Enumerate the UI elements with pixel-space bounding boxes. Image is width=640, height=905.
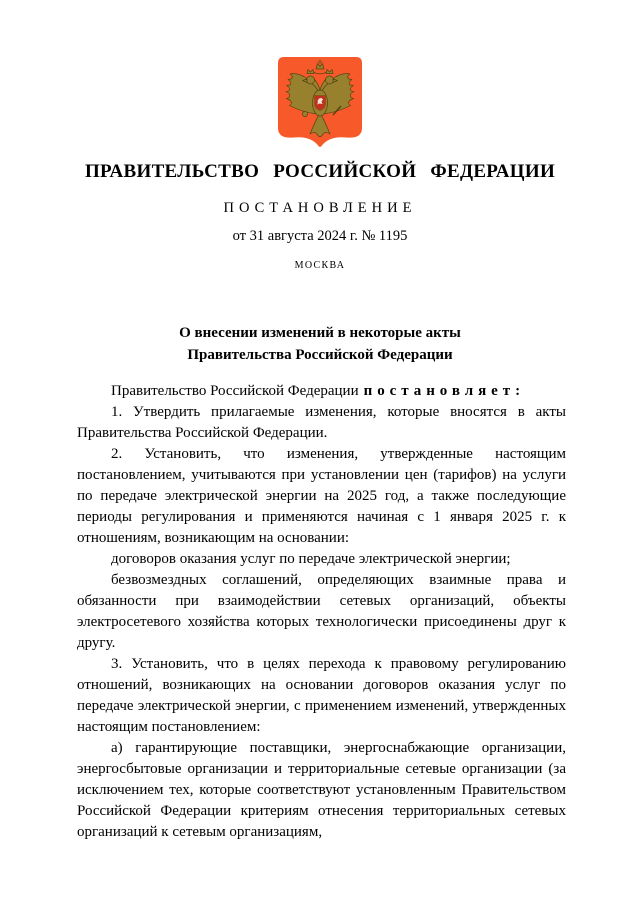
date-and-number: от 31 августа 2024 г. № 1195 — [232, 228, 408, 244]
preamble-lead: Правительство Российской Федерации — [111, 383, 359, 399]
preamble-paragraph — [77, 381, 566, 402]
organization-name: ПРАВИТЕЛЬСТВО РОССИЙСКОЙ ФЕДЕРАЦИИ — [84, 161, 556, 182]
russia-coat-of-arms-icon — [278, 57, 362, 148]
paragraph-5: 3. Установить, что в целях перехода к правовому регулированию отношений, возникающих на основании договоров оказания услуг по передаче электрической энергии, с применением изменений, утвержденных настоящим постановлением: — [77, 656, 566, 735]
document-body — [77, 381, 566, 843]
paragraph-2: 2. Установить, что изменения, утвержденные настоящим постановлением, учитываются при установлении цен (тарифов) на услуги по передаче электрической энергии на 2025 год, а также последующие периоды регулирования и применяются начиная с 1 января 2025 г. к отношениям, возникающим на основании: — [77, 446, 566, 546]
paragraph-6: а) гарантирующие поставщики, энергоснабжающие организации, энергосбытовые организации и территориальные сетевые организации (за исключением тех, которые соответствуют установленным Правительством Российской Федерации критериям отнесения территориальных сетевых организаций к сетевым организациям, — [77, 740, 566, 840]
document-title — [0, 322, 640, 366]
paragraph-1: 1. Утвердить прилагаемые изменения, которые вносятся в акты Правительства Российской Федерации. — [77, 404, 566, 441]
paragraph-3: договоров оказания услуг по передаче электрической энергии; — [111, 551, 511, 567]
decree-verb: постановляет: — [363, 383, 526, 399]
document-title-line-1: О внесении изменений в некоторые акты — [179, 325, 461, 341]
document-title-line-2: Правительства Российской Федерации — [187, 347, 453, 363]
paragraph-4: безвозмездных соглашений, определяющих взаимные права и обязанности при взаимодействии сетевых организаций, объекты электросетевого хозяйства которых технологически присоединены друг к другу. — [77, 572, 566, 651]
city-label: МОСКВА — [294, 260, 346, 271]
document-type: ПОСТАНОВЛЕНИЕ — [223, 200, 417, 216]
